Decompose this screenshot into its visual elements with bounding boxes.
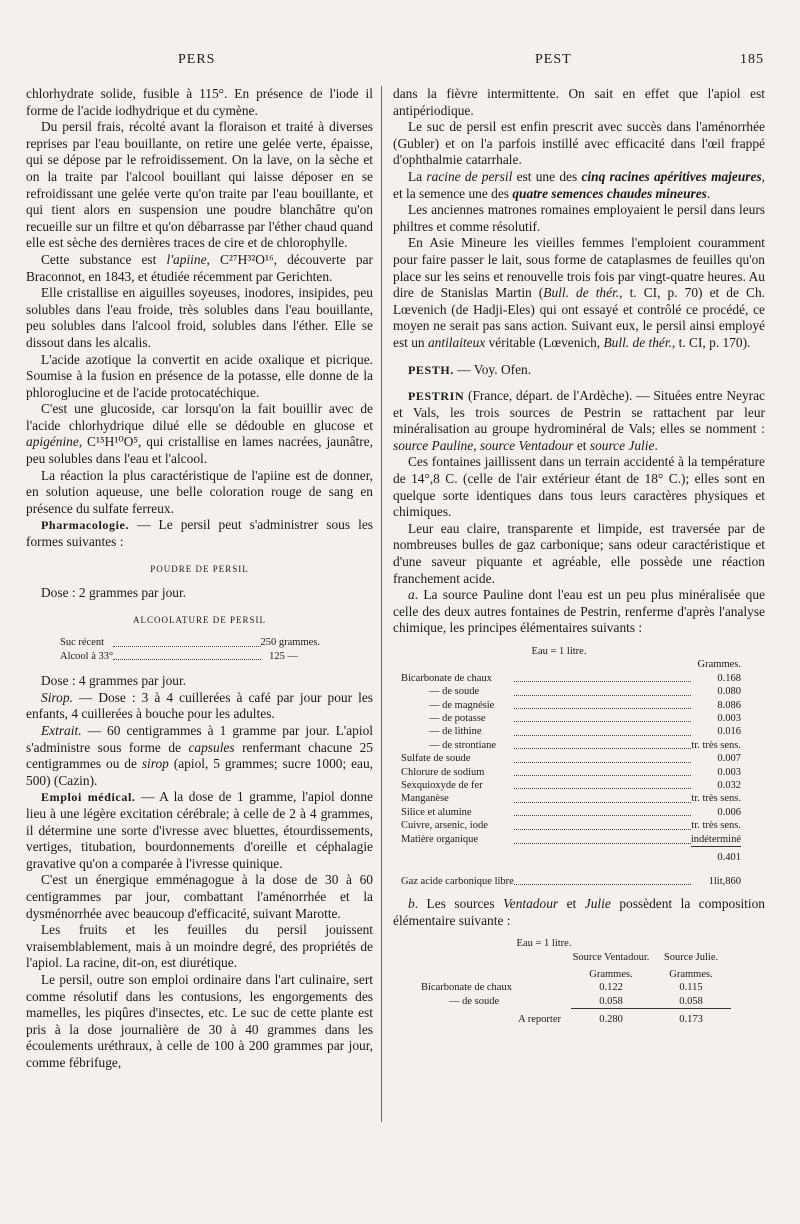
table-row: — de magnésie 8.086 <box>429 699 741 711</box>
unit-header: Grammes. <box>669 968 713 980</box>
entry-pesth: PESTH. — Voy. Ofen. <box>408 361 532 377</box>
right-column <box>393 86 765 1027</box>
ventadour-julie-table <box>421 951 731 1027</box>
left-column <box>26 86 373 1071</box>
paragraph: Ces fontaines jaillissent dans un terrain accidenté à la température de 14°,8 C. (celle de l'air extérieur étant de 18° C.); elles sont en quelque sorte identiques dans tous leurs caractères physiques et chimiques. <box>393 454 765 520</box>
table-row: Cuivre, arsenic, iode tr. très sens. <box>401 820 741 832</box>
section-heading: Pharmacologie. <box>41 518 130 533</box>
table-row: — de soude 0.080 <box>429 686 741 698</box>
paragraph: Le persil, outre son emploi ordinaire dans l'art culinaire, sert comme résolutif dans les contusions, les engorgements des mamelles, les piqûres d'insectes, etc. Le suc de cette plante est pris à la dose journalière de 30 à 40 grammes dans les écoulements uréthraux, à celle de 100 à 200 grammes par jour, comme fébrifuge, <box>26 971 373 1070</box>
paragraph: dans la fièvre intermittente. On sait en effet que l'apiol est antipériodique. <box>393 86 765 118</box>
paragraph: La racine de persil est une des cinq racines apéritives majeures, et la semence une des quatre semences chaudes mineures. <box>393 168 766 201</box>
table-row: Bicarbonate de chaux 0.168 <box>401 672 741 684</box>
page-number: 185 <box>740 52 764 67</box>
paragraph: Elle cristallise en aiguilles soyeuses, inodores, insipides, peu solubles dans l'eau froide, très solubles dans l'eau bouillante, peu solubles dans l'alcool froid, solubles dans l'éther. Elle se dissout dans les alcalis. <box>26 285 373 350</box>
emploi-paragraph: Emploi médical. — A la dose de 1 gramme, l'apiol donne lieu à une légère excitation cérébrale; à celle de 2 à 4 grammes, il détermine une sorte d'ivresse avec bluettes, étourdissements, vertiges, titubation, bourdonnements d'oreille et céphalagie gravative qu'on a comparée à l'ivresse quinique. <box>26 789 373 871</box>
paragraph: Cette substance est l'apiine, C²⁷H³²O¹⁶, découverte par Braconnot, en 1843, et étudiée récemment par Gerichten. <box>26 251 373 284</box>
unit-header: Grammes. <box>589 968 633 980</box>
table-row: Matière organique indéterminé <box>401 833 741 846</box>
table-row: Manganèse tr. très sens. <box>401 793 741 805</box>
pharmacologie-paragraph: Pharmacologie. — Le persil peut s'administrer sous les formes suivantes : <box>26 517 373 550</box>
table-row: Alcool à 33° 125 — <box>60 650 298 662</box>
total-row: A reporter 0.280 0.173 <box>518 1014 703 1026</box>
pauline-analysis-table <box>401 658 741 888</box>
table-title: Eau = 1 litre. <box>516 938 572 950</box>
column-divider <box>381 86 382 1122</box>
paragraph: Les fruits et les feuilles du persil jouissent vraisemblablement, mais à un moindre degré, des propriétés de l'apiol. La racine, dit-on, est diurétique. <box>26 922 373 971</box>
table-title: Eau = 1 litre. <box>531 646 587 657</box>
table-row: — de soude 0.058 0.058 <box>421 995 731 1009</box>
table-row: — de potasse 0.003 <box>429 713 741 725</box>
table-row: — de lithine 0.016 <box>429 726 741 738</box>
paragraph: Le suc de persil est enfin prescrit avec succès dans l'aménorrhée (Gubler) et on l'a parfois instillé avec efficacité dans l'œil frappé d'ophthalmie catarrhale. <box>393 119 765 168</box>
entry-heading: PESTH. <box>408 362 454 377</box>
paragraph: C'est une glucoside, car lorsqu'on la fait bouillir avec de l'acide chlorhydrique dilué elle se dédouble en glucose et apigénine, C¹⁵H¹⁰O⁵, qui cristallise en lames nacrées, jaunâtre, peu solubles dans l'eau et l'alcool. <box>26 401 373 467</box>
unit-header: Grammes. <box>697 659 741 671</box>
dose-line: Dose : 2 grammes par jour. <box>41 585 187 601</box>
table-row: Sulfate de soude 0.007 <box>401 753 741 765</box>
dose-line: Dose : 4 grammes par jour. <box>41 673 187 689</box>
table-row: Gaz acide carbonique libre 1lit,860 <box>401 875 741 887</box>
paragraph: C'est un énergique emménagogue à la dose de 30 à 60 centigrammes par jour, combattant l'aménorrhée et la dysménorrhée avec beaucoup d'efficacité, suivant Marotte. <box>26 872 373 921</box>
total-row: 0.401 <box>717 852 741 864</box>
alcoolature-table <box>60 636 320 663</box>
column-header: Source Julie. <box>663 951 719 963</box>
entry-heading: PESTRIN <box>408 389 465 404</box>
paragraph: a. La source Pauline dont l'eau est un peu plus minéralisée que celle des deux autres fontaines de Pestrin, renferme d'après l'analyse chimique, les principes élémentaires suivants : <box>393 587 765 636</box>
paragraph: Leur eau claire, transparente et limpide, est traversée par de nombreuses bulles de gaz carbonique; sans odeur caractéristique et d'une saveur piquante et agréable, elle possède une réaction franchement acide. <box>393 520 765 586</box>
paragraph: Du persil frais, récolté avant la floraison et traité à diverses reprises par l'eau bouillante, on retire une gelée verte, épaisse, qui se dépose par le refroidissement. On la lave, on la sèche et on la traite par l'alcool bouillant qui laisse déposer en se refroidissant une gelée verte qu'on traite par l'eau bouillante, et qui tient alors en suspension une poudre blanchâtre qu'on recueille sur un filtre et qu'on débarrasse par l'éther chaud quand elle est sèche des dernières traces de cire et de chlorophylle. <box>26 119 373 251</box>
running-head-left: PERS <box>178 52 216 67</box>
table-row: Suc récent 250 grammes. <box>60 637 320 649</box>
table-row: Sexquioxyde de fer 0.032 <box>401 780 741 792</box>
table-row: Silice et alumine 0.006 <box>401 806 741 818</box>
table-row: — de strontiane tr. très sens. <box>429 739 741 751</box>
column-header: Source Ventadour. <box>572 951 650 963</box>
table-row: Bicarbonate de chaux 0.122 0.115 <box>421 982 703 994</box>
table-row: Chlorure de sodium 0.003 <box>401 766 741 778</box>
paragraph: Sirop. — Dose : 3 à 4 cuillerées à café par jour pour les enfants, 4 cuillerées à bouche pour les adultes. <box>26 689 373 722</box>
recipe-title: POUDRE DE PERSIL <box>150 563 249 574</box>
paragraph: Les anciennes matrones romaines employaient le persil dans leurs philtres et comme résolutif. <box>393 202 765 234</box>
paragraph: La réaction la plus caractéristique de l'apiine est de donner, en solution aqueuse, une belle coloration rouge de sang en présence du sulfate ferreux. <box>26 467 373 516</box>
paragraph: chlorhydrate solide, fusible à 115°. En présence de l'iode il forme de l'acide iodhydrique et du cymène. <box>26 86 373 118</box>
section-heading: Emploi médical. <box>41 790 136 805</box>
recipe-title: ALCOOLATURE DE PERSIL <box>133 614 266 625</box>
running-head-center: PEST <box>535 52 572 67</box>
paragraph: L'acide azotique la convertit en acide oxalique et picrique. Soumise à la fusion en présence de la potasse, elle donne de la phloroglucine et de l'acide protocatéchique. <box>26 351 373 400</box>
paragraph: En Asie Mineure les vieilles femmes l'emploient couramment pour faire passer le lait, sous forme de cataplasmes de feuilles qu'on place sur les seins et renouvelle trois fois par vingt-quatre heures. Au dire de Stanislas Martin (Bull. de thér., t. CI, p. 70) et de Ch. Lœvenich (de Hadji-Eles) qui ont essayé et contrôlé ce procédé, ce moyen ne serait pas sans action. Suivant eux, le persil ainsi employé est un antilaiteux véritable (Lœvenich, Bull. de thér., t. CI, p. 170). <box>393 235 765 350</box>
entry-pestrin: PESTRIN (France, départ. de l'Ardèche). — Situées entre Neyrac et Vals, les trois sources de Pestrin se rattachent par leur minéralisation au groupe hydrominéral de Vals; elles se nomment : source Pauline, source Ventadour et source Julie. <box>393 388 765 453</box>
paragraph: b. Les sources Ventadour et Julie possèdent la composition élémentaire suivante : <box>393 895 766 928</box>
paragraph: Extrait. — 60 centigrammes à 1 gramme par jour. L'apiol s'administre sous forme de capsules renfermant chacune 25 centigrammes ou de sirop (apiol, 5 grammes; sucre 1000; eau, 500) (Cazin). <box>26 723 373 788</box>
